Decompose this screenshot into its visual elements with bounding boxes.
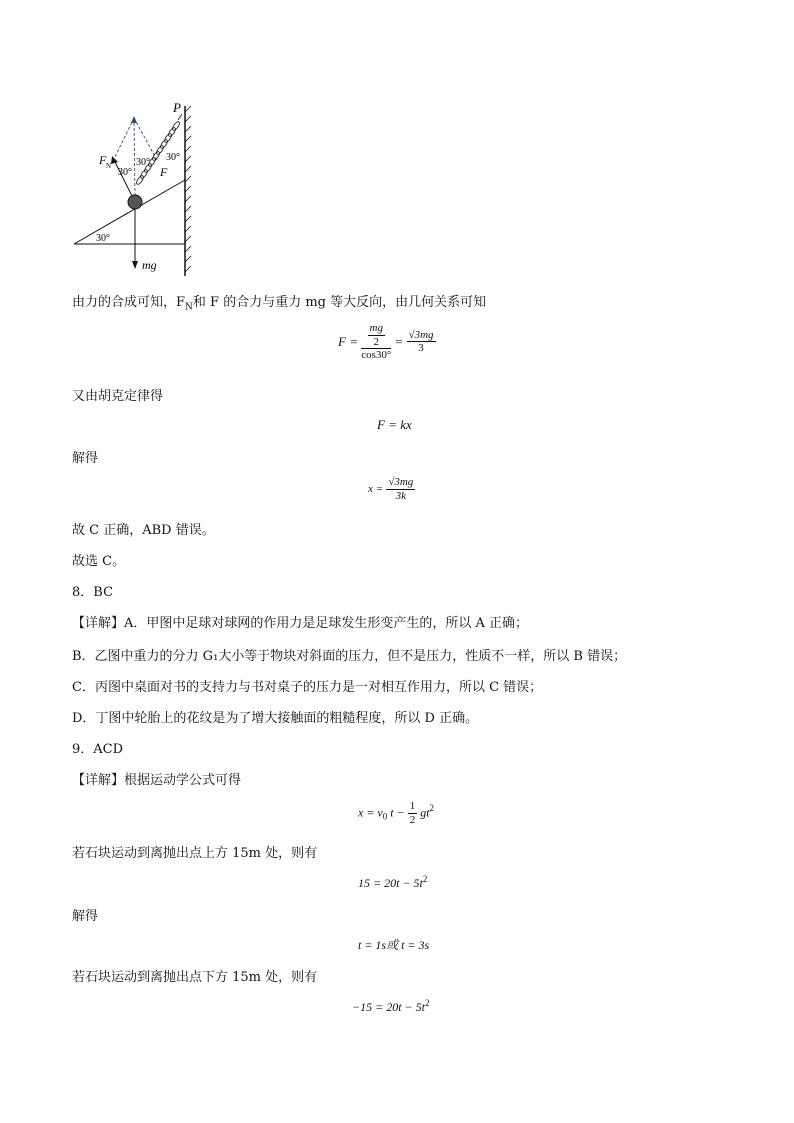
- text-line-2: 又由胡克定律得: [72, 389, 164, 404]
- text-line-9: C．丙图中桌面对书的支持力与书对桌子的压力是一对相互作用力，所以 C 错误；: [72, 680, 543, 695]
- incline: [74, 180, 185, 244]
- mg-arrowhead: [132, 261, 138, 269]
- equation-2: F = kx: [377, 417, 412, 432]
- label-fn-sub: N: [106, 162, 112, 170]
- dashed-lines: [112, 118, 158, 196]
- label-angle-fn: 30°: [118, 167, 132, 178]
- text-line-7: 【详解】A．甲图中足球对球网的作用力是足球发生形变产生的，所以 A 正确；: [72, 616, 529, 631]
- fn-arrowhead: [111, 156, 118, 164]
- answer-8: 8．BC: [72, 585, 114, 600]
- ball: [128, 195, 142, 209]
- label-angle-incline: 30°: [96, 233, 110, 244]
- spring: [135, 114, 182, 185]
- equation-6: t = 1s或 t = 3s: [358, 938, 430, 952]
- text-line-14: 解得: [72, 909, 99, 924]
- wall-hatching: [185, 106, 191, 272]
- equation-7: $-15 = 20t - 5t^2$: [352, 998, 430, 1014]
- label-mg: mg: [142, 258, 157, 272]
- equation-1: F = $\frac{\frac{mg}{2}}{\cos 30^\circ}$ = $\frac{√3mg}{3}$: [338, 322, 434, 362]
- label-fn: F: [99, 153, 107, 167]
- text-line-4: 故 C 正确，ABD 错误。: [72, 523, 215, 538]
- force-diagram: [72, 98, 202, 283]
- equation-4: $x = v_0$ t − $\frac{1}{2}$ $gt^2$: [358, 800, 435, 826]
- label-angle-wall: 30°: [166, 152, 180, 163]
- text-line-12: 【详解】根据运动学公式可得: [72, 773, 242, 788]
- text-line-15: 若石块运动到离抛出点下方 15m 处，则有: [72, 970, 318, 985]
- text-line-5: 故选 C。: [72, 554, 126, 569]
- text-line-10: D．丁图中轮胎上的花纹是为了增大接触面的粗糙程度，所以 D 正确。: [72, 711, 479, 726]
- answer-9: 9．ACD: [72, 742, 124, 757]
- equation-3: x = $\frac{√3mg}{3k}$: [368, 476, 414, 502]
- label-angle-center: 30°: [136, 157, 150, 168]
- text-line-13: 若石块运动到离抛出点上方 15m 处，则有: [72, 846, 318, 861]
- text-line-3: 解得: [72, 451, 99, 466]
- resultant-arrowhead: [131, 116, 137, 123]
- label-p: P: [173, 100, 181, 115]
- label-f: F: [160, 165, 168, 179]
- text-line-1: 由力的合成可知，$F_N$和 F 的合力与重力 mg 等大反向，由几何关系可知: [72, 295, 487, 313]
- equation-5: $15 = 20t - 5t^2$: [358, 874, 428, 890]
- text-line-8: B．乙图中重力的分力 G₁大小等于物块对斜面的压力，但不是压力，性质不一样，所以 B 错误；: [72, 649, 627, 664]
